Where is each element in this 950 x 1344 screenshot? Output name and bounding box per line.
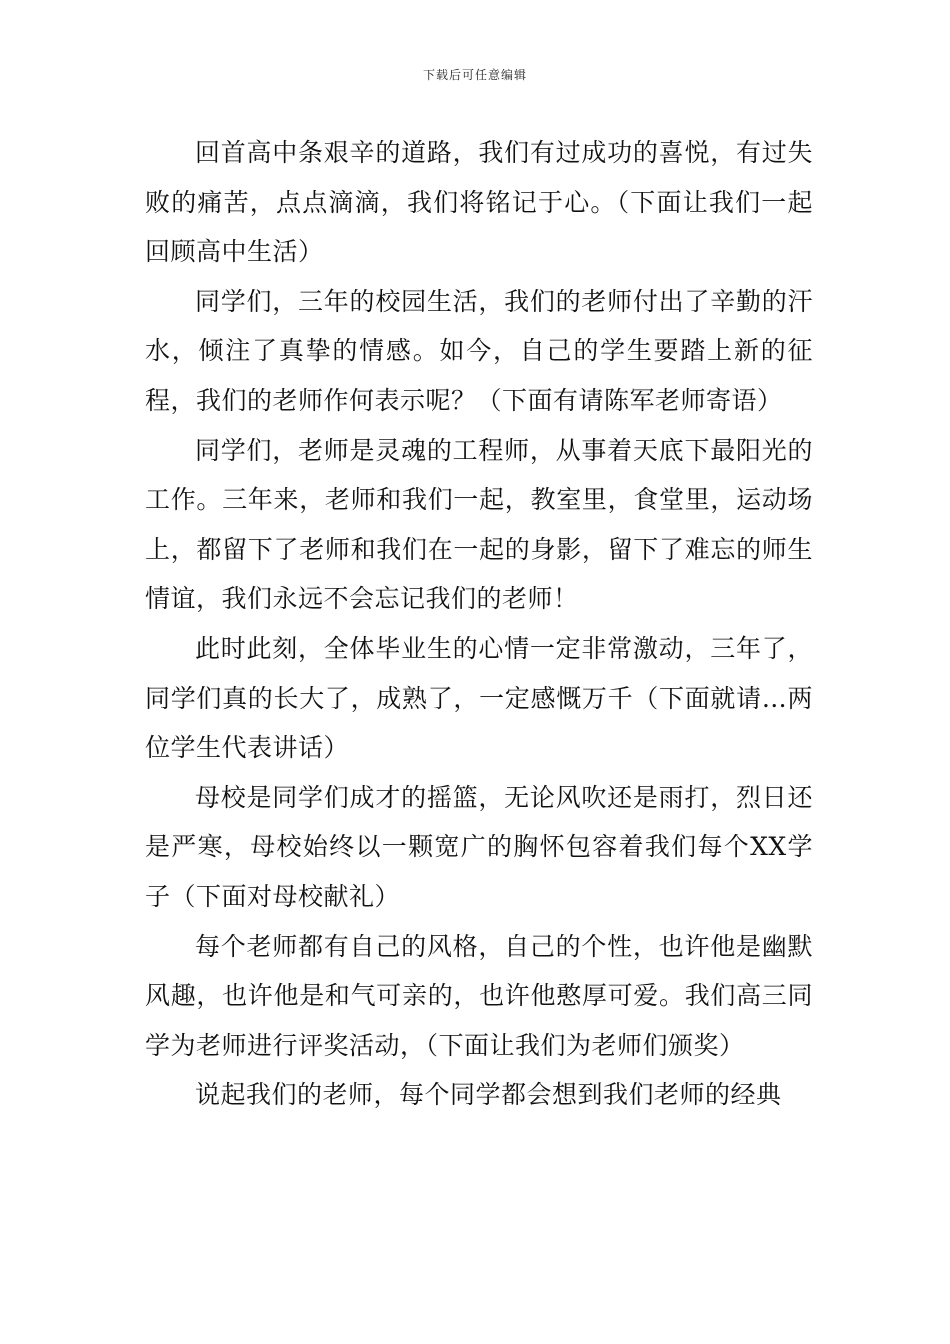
paragraph: 回首高中条艰辛的道路，我们有过成功的喜悦，有过失败的痛苦，点点滴滴，我们将铭记于心。（下面让我们一起回顾高中生活） xyxy=(145,138,813,267)
paragraph: 每个老师都有自己的风格，自己的个性，也许他是幽默风趣，也许他是和气可亲的，也许他憨厚可爱。我们高三同学为老师进行评奖活动，（下面让我们为老师们颁奖） xyxy=(145,931,813,1060)
paragraph: 同学们，三年的校园生活，我们的老师付出了辛勤的汗水，倾注了真挚的情感。如今，自己的学生要踏上新的征程，我们的老师作何表示呢？（下面有请陈军老师寄语） xyxy=(145,286,813,415)
paragraph: 说起我们的老师，每个同学都会想到我们老师的经典 xyxy=(195,1080,782,1110)
header-note: 下载后可任意编辑 xyxy=(422,68,527,82)
paragraph: 母校是同学们成才的摇篮，无论风吹还是雨打，烈日还是严寒，母校始终以一颗宽广的胸怀包容着我们每个XX学子（下面对母校献礼） xyxy=(145,782,813,911)
paragraph: 此时此刻，全体毕业生的心情一定非常激动，三年了，同学们真的长大了，成熟了，一定感慨万千（下面就请…两位学生代表讲话） xyxy=(145,633,813,763)
paragraph: 同学们，老师是灵魂的工程师，从事着天底下最阳光的工作。三年来，老师和我们一起，教室里，食堂里，运动场上，都留下了老师和我们在一起的身影，留下了难忘的师生情谊，我们永远不会忘记我们的老师！ xyxy=(145,435,813,614)
body-text xyxy=(145,128,813,1120)
